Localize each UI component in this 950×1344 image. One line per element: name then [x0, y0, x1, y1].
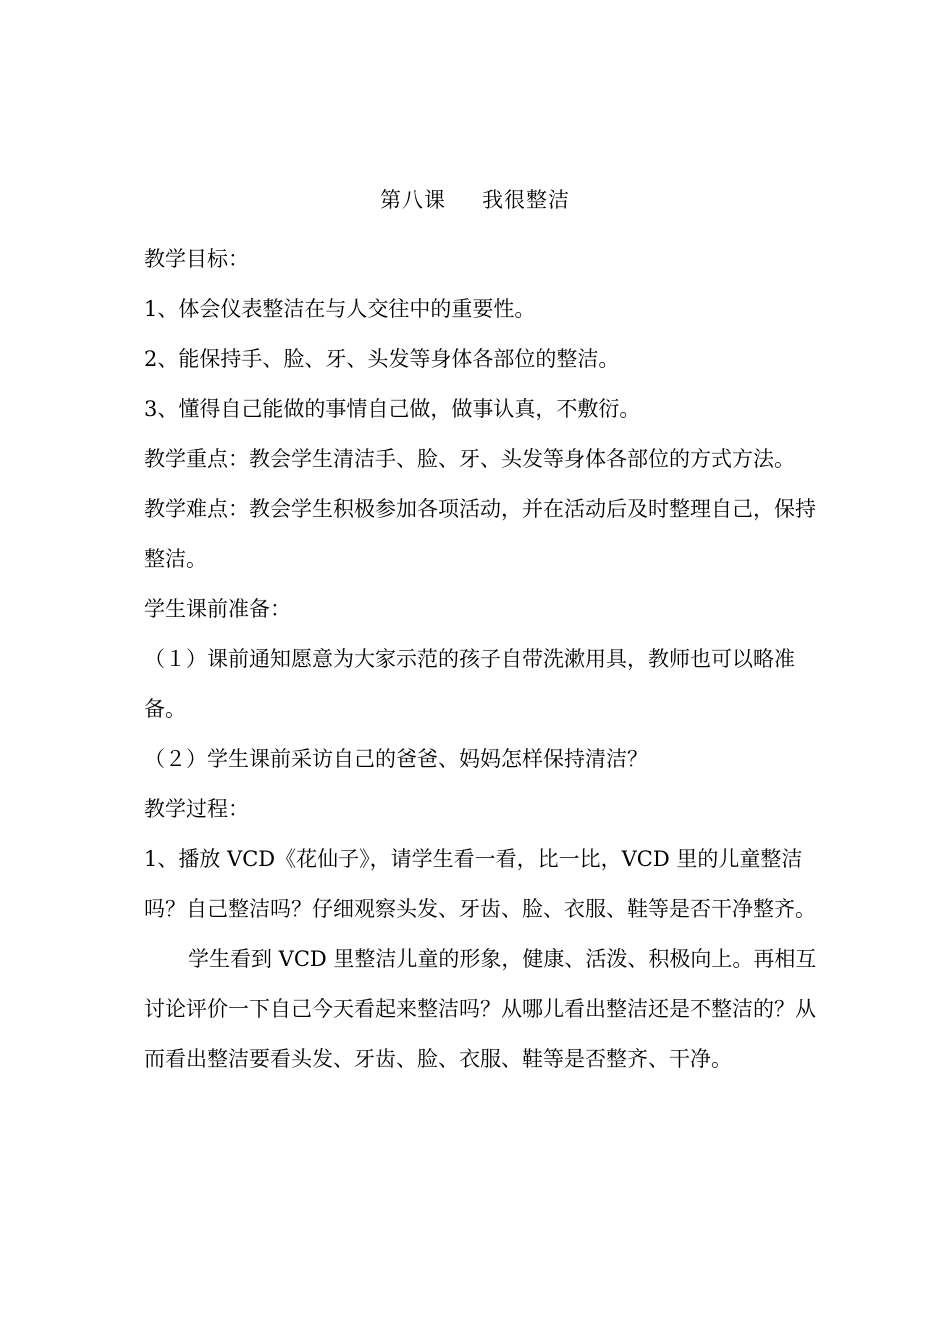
preparation-item: （２）学生课前采访自己的爸爸、妈妈怎样保持清洁？	[144, 747, 648, 771]
process-paragraph: 学生看到 VCD 里整洁儿童的形象，健康、活泼、积极向上。再相互讨论评价一下自己今天看起来整洁吗？从哪儿看出整洁还是不整洁的？从而看出整洁要看头发、牙齿、脸、衣服、鞋等是否整齐、干净。	[144, 947, 817, 1071]
heading-objectives: 教学目标：	[144, 247, 249, 271]
heading-preparation: 学生课前准备：	[144, 597, 291, 621]
objective-item: 2、能保持手、脸、牙、头发等身体各部位的整洁。	[144, 347, 620, 371]
lesson-title	[0, 184, 950, 216]
process-step: 1、播放 VCD《花仙子》，请学生看一看，比一比，VCD 里的儿童整洁吗？自己整洁吗？仔细观察头发、牙齿、脸、衣服、鞋等是否干净整齐。	[144, 847, 816, 921]
preparation-item: （１）课前通知愿意为大家示范的孩子自带洗漱用具，教师也可以略准备。	[144, 647, 795, 721]
key-points: 教学重点：教会学生清洁手、脸、牙、头发等身体各部位的方式方法。	[144, 447, 795, 471]
heading-process: 教学过程：	[144, 797, 249, 821]
lesson-name: 我很整洁	[482, 188, 570, 212]
difficult-points: 教学难点：教会学生积极参加各项活动，并在活动后及时整理自己，保持整洁。	[144, 497, 816, 571]
lesson-number: 第八课	[380, 188, 446, 212]
document-body	[144, 234, 824, 1084]
objective-item: 1、体会仪表整洁在与人交往中的重要性。	[144, 297, 536, 321]
objective-item: 3、懂得自己能做的事情自己做，做事认真，不敷衍。	[144, 397, 641, 421]
